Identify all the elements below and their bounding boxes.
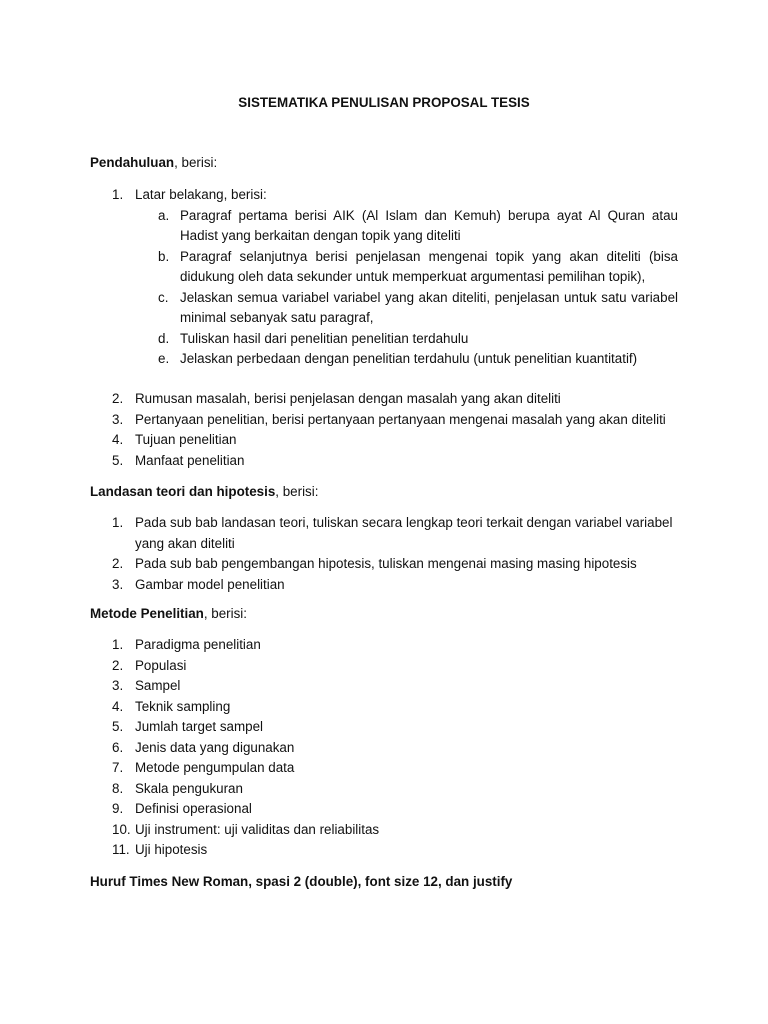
list-item-text: Latar belakang, berisi: [135,187,267,202]
list-item [90,799,678,820]
list-item [90,513,678,554]
list-number: 4. [112,432,124,447]
list-item-text: Definisi operasional [135,801,252,816]
formatting-note: Huruf Times New Roman, spasi 2 (double), font size 12, dan justify [90,874,513,889]
sublist-item [135,247,678,288]
metode-list [90,635,678,861]
list-item-text: Jumlah target sampel [135,719,264,734]
list-item-text: Pada sub bab pengembangan hipotesis, tuliskan mengenai masing masing hipotesis [135,556,637,571]
latar-belakang-sublist [135,206,678,370]
list-item-text: Pada sub bab landasan teori, tuliskan secara lengkap teori terkait dengan variabel variabel yang akan diteliti [135,515,673,551]
list-item-text: Populasi [135,657,187,673]
list-number: 9. [112,801,124,816]
list-item [90,575,678,596]
list-number: 5. [112,719,124,734]
list-number: 2. [112,556,124,571]
list-number: 3. [112,678,124,693]
list-item-text: Rumusan masalah, berisi penjelasan dengan masalah yang akan diteliti [135,391,561,406]
sublist-letter: c. [158,289,169,305]
list-number: 3. [112,576,124,592]
list-number: 1. [112,515,124,530]
heading-text: Landasan teori dan hipotesis [90,484,276,499]
heading-text: Pendahuluan [90,155,175,170]
list-number: 6. [112,739,124,755]
list-item [90,697,678,718]
list-item [90,779,678,800]
list-item [90,840,678,861]
list-item [90,554,678,575]
sublist-letter: b. [158,248,170,264]
list-item-text: Metode pengumpulan data [135,760,295,775]
list-item-text: Skala pengukuran [135,780,243,796]
sublist-letter: e. [158,351,170,366]
list-number: 3. [112,411,124,427]
list-item-text: Jenis data yang digunakan [135,739,295,755]
section-heading-landasan [90,482,318,502]
sublist-item [135,288,678,329]
list-item [90,635,678,656]
list-item-text: Manfaat penelitian [135,452,245,468]
list-item-text: Tujuan penelitian [135,432,237,447]
list-number: 1. [112,637,124,652]
pendahuluan-list [90,185,678,370]
section-heading-pendahuluan [90,153,217,173]
list-item [90,451,678,472]
sublist-text: Paragraf selanjutnya berisi penjelasan mengenai topik yang akan diteliti (bisa didukung oleh data sekunder untuk memperkuat argumentasi pemilihan topik), [180,248,678,284]
list-item-text: Teknik sampling [135,698,231,714]
list-number: 2. [112,657,124,673]
pendahuluan-list-continued [90,389,678,471]
sublist-item [135,349,678,370]
list-item [90,410,678,431]
list-number: 5. [112,452,124,468]
list-number: 7. [112,760,124,775]
sublist-letter: a. [158,207,170,223]
sublist-text: Paragraf pertama berisi AIK (Al Islam dan Kemuh) berupa ayat Al Quran atau Hadist yang berkaitan dengan topik yang diteliti [180,207,678,243]
heading-suffix: , berisi: [203,606,248,621]
list-item [90,430,678,451]
sublist-text: Tuliskan hasil dari penelitian penelitian terdahulu [180,330,469,346]
list-item-text: Uji hipotesis [135,842,208,857]
list-item-text: Pertanyaan penelitian, berisi pertanyaan pertanyaan mengenai masalah yang akan diteliti [135,411,666,427]
sublist-text: Jelaskan semua variabel variabel yang akan diteliti, penjelasan untuk satu variabel minimal sebanyak satu paragraf, [180,289,678,325]
list-item [90,738,678,759]
list-number: 10. [112,821,131,837]
list-item-text: Paradigma penelitian [135,637,261,652]
list-item [90,676,678,697]
heading-suffix: , berisi: [275,484,319,499]
list-number: 11. [112,842,130,857]
list-item-text: Uji instrument: uji validitas dan reliabilitas [135,821,380,837]
list-number: 4. [112,698,124,714]
list-item [90,656,678,677]
list-item [90,389,678,410]
heading-text: Metode Penelitian [90,606,204,621]
section-heading-metode [90,604,247,624]
sublist-letter: d. [158,330,170,346]
list-item-text: Gambar model penelitian [135,576,285,592]
list-item [90,185,678,370]
list-number: 1. [112,187,124,202]
list-item [90,717,678,738]
sublist-item [135,329,678,350]
sublist-text: Jelaskan perbedaan dengan penelitian terdahulu (untuk penelitian kuantitatif) [180,351,638,366]
list-number: 2. [112,391,124,406]
heading-suffix: , berisi: [174,155,218,170]
list-item [90,820,678,841]
list-item [90,758,678,779]
landasan-list [90,513,678,595]
list-number: 8. [112,780,124,796]
list-item-text: Sampel [135,678,181,693]
sublist-item [135,206,678,247]
document-title: SISTEMATIKA PENULISAN PROPOSAL TESIS [238,95,530,110]
